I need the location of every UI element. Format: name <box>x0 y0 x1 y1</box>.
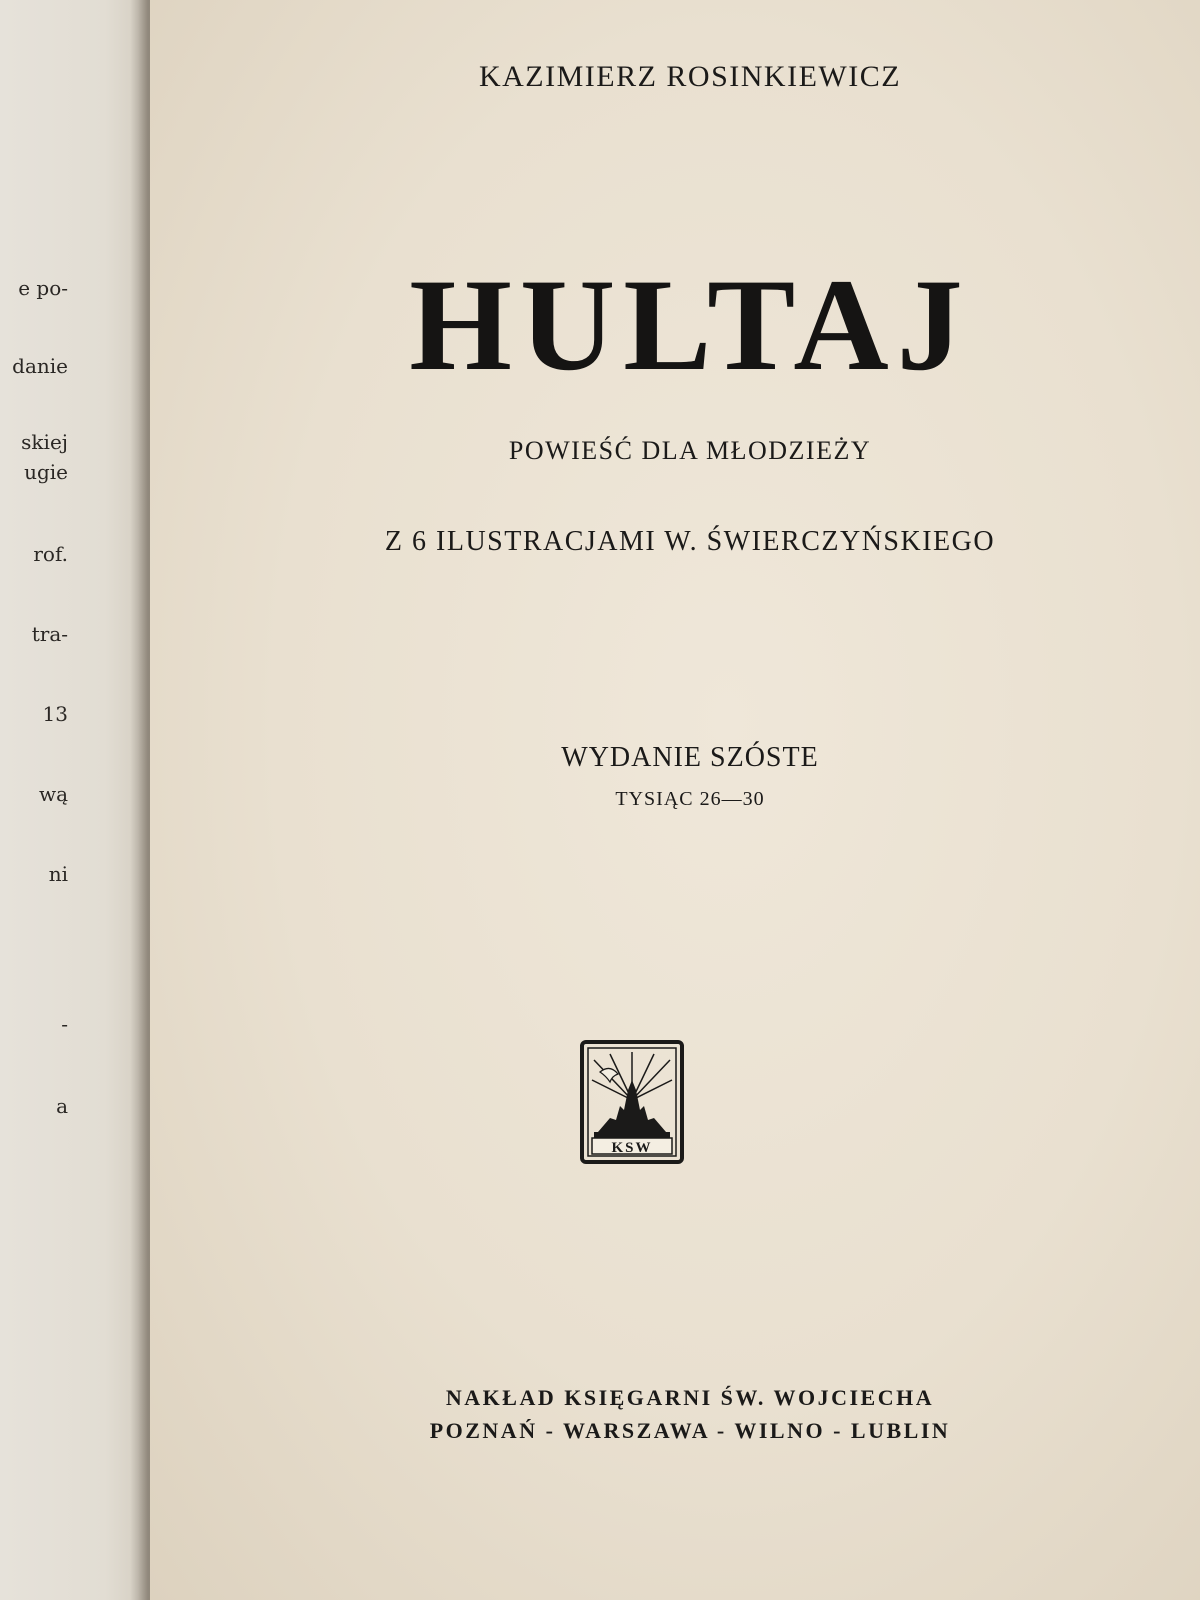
previous-page-text-fragment: a <box>56 1094 68 1118</box>
previous-page-text-fragment: - <box>61 1012 68 1036</box>
book-subtitle: POWIEŚĆ DLA MŁODZIEŻY <box>508 436 872 465</box>
book-title: HULTAJ <box>409 251 971 398</box>
edition-line: WYDANIE SZÓSTE <box>561 742 819 773</box>
illustrations-credit: Z 6 ILUSTRACJAMI W. ŚWIERCZYŃSKIEGO <box>384 526 996 557</box>
title-page <box>150 0 1200 1600</box>
previous-page-text-fragment: rof. <box>33 542 68 566</box>
previous-page-edge <box>0 0 150 1600</box>
previous-page-text-fragment: wą <box>38 782 68 806</box>
previous-page-text-fragment: e po- <box>18 276 68 300</box>
publisher-cities: POZNAŃ - WARSZAWA - WILNO - LUBLIN <box>429 1418 951 1443</box>
previous-page-text-fragment: danie <box>12 354 68 378</box>
previous-page-text-fragment: skiej <box>21 430 68 454</box>
previous-page-text-fragment: 13 <box>42 702 68 726</box>
author-name: KAZIMIERZ ROSINKIEWICZ <box>478 60 902 93</box>
logo-letters: KSW <box>611 1140 653 1156</box>
printing-run: TYSIĄC 26—30 <box>615 788 765 810</box>
previous-page-text-fragment: ni <box>48 862 68 886</box>
publisher-logo-label <box>580 1040 684 1164</box>
previous-page-text-fragment: ugie <box>24 460 68 484</box>
publisher-name: NAKŁAD KSIĘGARNI ŚW. WOJCIECHA <box>445 1385 935 1410</box>
previous-page-text-fragment: tra- <box>31 622 68 646</box>
